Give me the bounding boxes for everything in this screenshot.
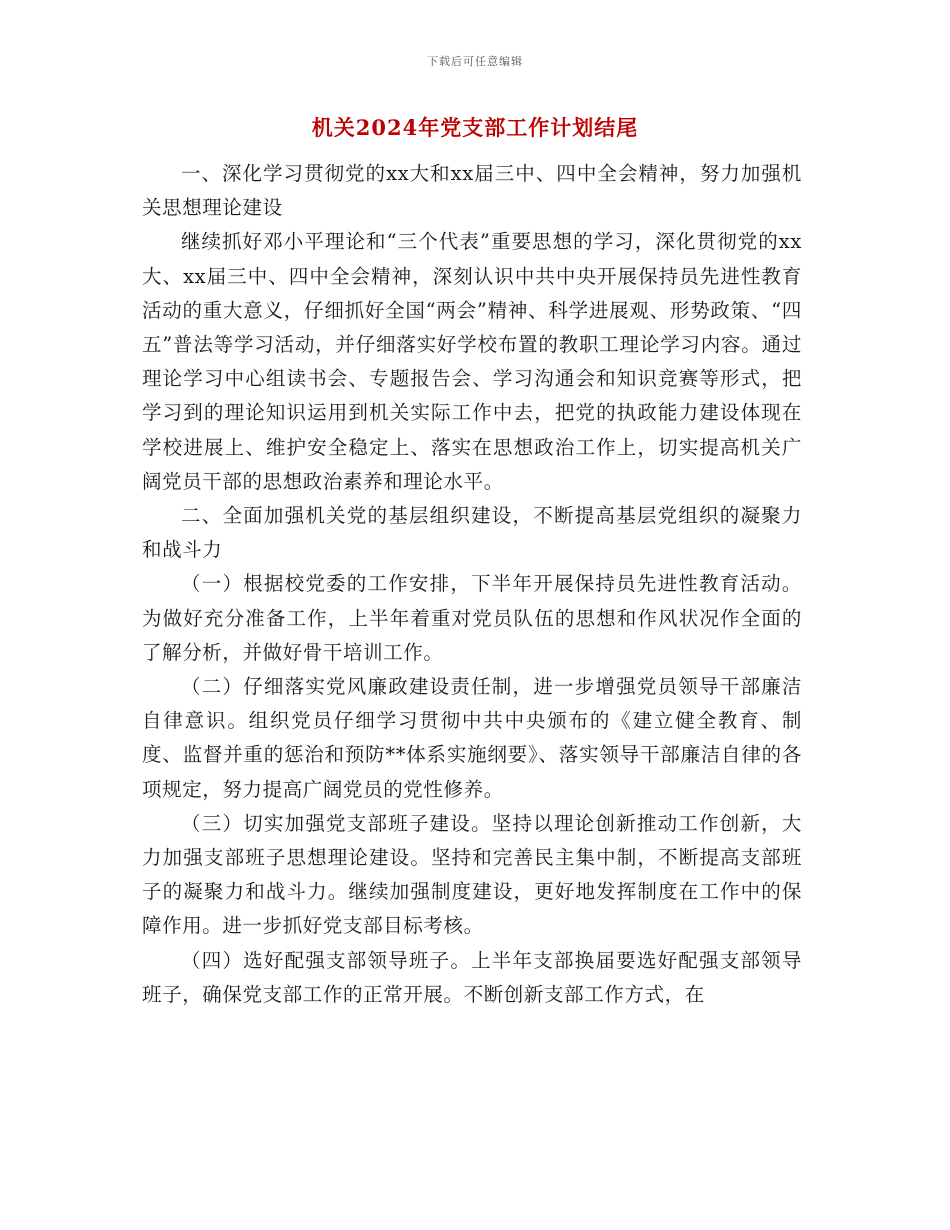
section-heading-1: 一、深化学习贯彻党的xx大和xx届三中、四中全会精神，努力加强机关思想理论建设 bbox=[142, 162, 802, 220]
page-header-note: 下载后可任意编辑 bbox=[427, 55, 523, 68]
body-paragraph: （四）选好配强支部领导班子。上半年支部换届要选好配强支部领导班子，确保党支部工作的正常开展。不断创新支部工作方式，在 bbox=[142, 948, 802, 1006]
body-paragraph: （二）仔细落实党风廉政建设责任制，进一步增强党员领导干部廉洁自律意识。组织党员仔细学习贯彻中共中央颁布的《建立健全教育、制度、监督并重的惩治和预防**体系实施纲要》、落实领导干部廉洁自律的各项规定，努力提高广阔党员的党性修养。 bbox=[142, 675, 802, 801]
section-heading-2: 二、全面加强机关党的基层组织建设，不断提高基层党组织的凝聚力和战斗力 bbox=[142, 504, 802, 562]
document-body bbox=[142, 157, 802, 1012]
body-paragraph: （一）根据校党委的工作安排，下半年开展保持员先进性教育活动。为做好充分准备工作，上半年着重对党员队伍的思想和作风状况作全面的了解分析，并做好骨干培训工作。 bbox=[142, 572, 802, 664]
document-title: 机关2024年党支部工作计划结尾 bbox=[311, 115, 639, 140]
body-paragraph: 继续抓好邓小平理论和“三个代表”重要思想的学习，深化贯彻党的xx大、xx届三中、四中全会精神，深刻认识中共中央开展保持员先进性教育活动的重大意义，仔细抓好全国“两会”精神、科学进展观、形势政策、“四五”普法等学习活动，并仔细落实好学校布置的教职工理论学习内容。通过理论学习中心组读书会、专题报告会、学习沟通会和知识竞赛等形式，把学习到的理论知识运用到机关实际工作中去，把党的执政能力建设体现在学校进展上、维护安全稳定上、落实在思想政治工作上，切实提高机关广阔党员干部的思想政治素养和理论水平。 bbox=[142, 230, 802, 493]
body-paragraph: （三）切实加强党支部班子建设。坚持以理论创新推动工作创新，大力加强支部班子思想理论建设。坚持和完善民主集中制，不断提高支部班子的凝聚力和战斗力。继续加强制度建设，更好地发挥制度在工作中的保障作用。进一步抓好党支部目标考核。 bbox=[142, 811, 802, 938]
